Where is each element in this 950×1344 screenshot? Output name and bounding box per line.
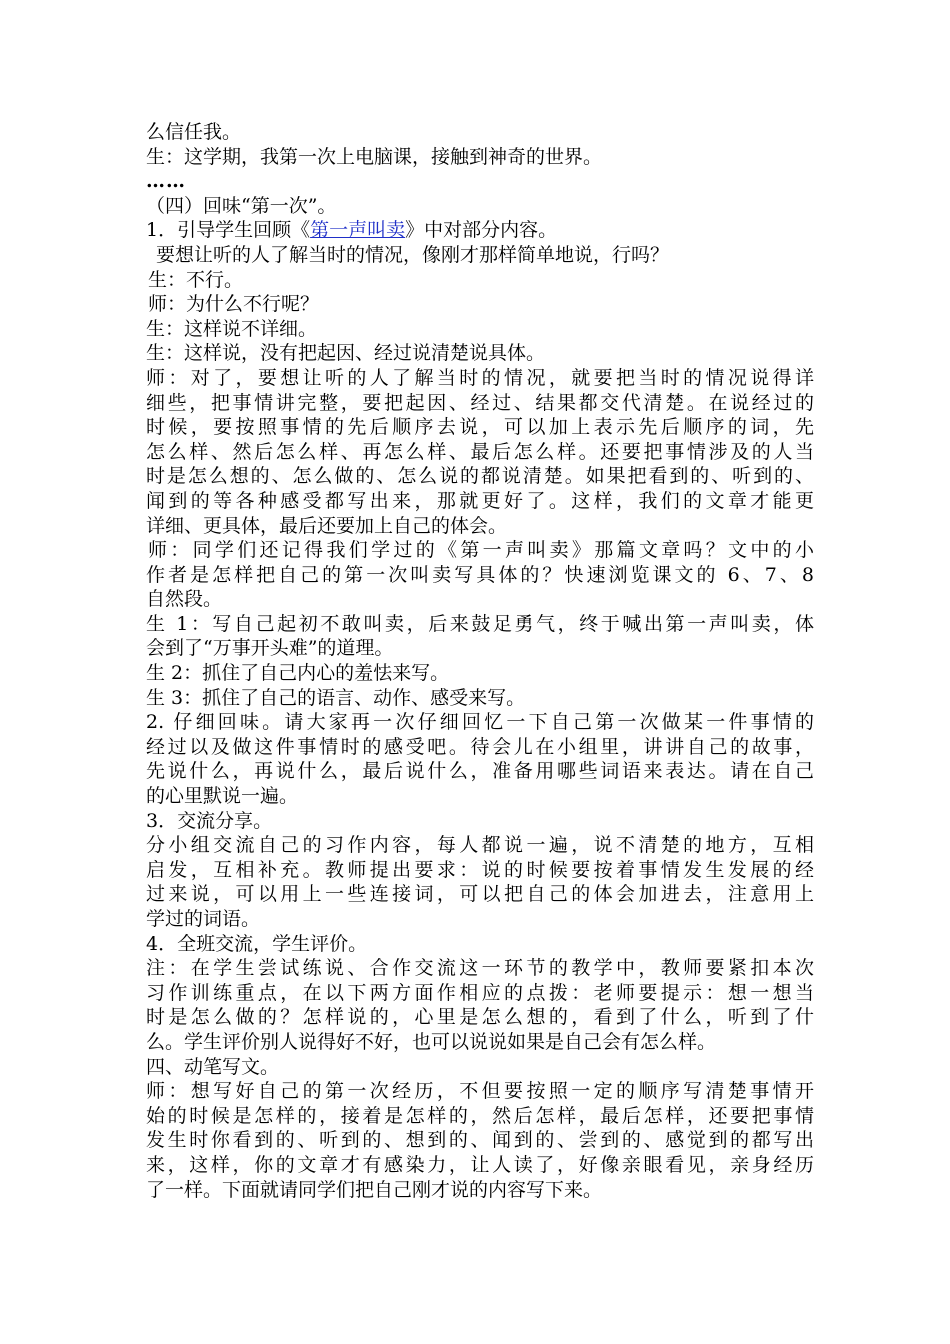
text-line: 了一样。下面就请同学们把自己刚才说的内容写下来。 [146,1178,603,1201]
lesson-link[interactable]: 第一声叫卖 [310,219,406,242]
text-line: 生：这样说不详细。 [146,317,318,340]
text-line: 怎么样、然后怎么样、再怎么样、最后怎么样。还要把事情涉及的人当 [146,440,814,463]
text-line: 详细、更具体，最后还要加上自己的体会。 [146,514,508,537]
text-line: 学过的词语。 [146,908,261,930]
text-line: 师：为什么不行呢？ [148,293,320,316]
section-heading: 3．交流分享。 [146,809,273,832]
text-line: 生 3：抓住了自己的语言、动作、感受来写。 [146,686,526,709]
text-line: 发生时你看到的、听到的、想到的、闻到的、尝到的、感觉到的都写出 [146,1129,814,1152]
text-line: 生：不行。 [148,268,244,291]
text-line: 分小组交流自己的习作内容，每人都说一遍，说不清楚的地方，互相 [146,834,814,857]
text-line-with-link [146,218,814,243]
text-line: 师：想写好自己的第一次经历，不但要按照一定的顺序写清楚事情开 [146,1080,814,1103]
text-line: 闻到的等各种感受都写出来，那就更好了。这样，我们的文章才能更 [146,489,814,512]
text-line: 启发，互相补充。教师提出要求：说的时候要按着事情发生发展的经 [146,858,814,881]
text-line: 生 2：抓住了自己内心的羞怯来写。 [146,662,450,685]
text-line: 习作训练重点，在以下两方面作相应的点拨：老师要提示：想一想当 [146,981,814,1004]
section-heading: 4．全班交流，学生评价。 [146,932,368,955]
text-segment: 》中对部分内容。 [405,219,558,242]
text-line: 时是怎么想的、怎么做的、怎么说的都说清楚。如果把看到的、听到的、 [146,465,814,488]
text-line: 时候，要按照事情的先后顺序去说，可以加上表示先后顺序的词，先 [146,416,814,439]
text-line: 时是怎么做的？怎样说的，心里是怎么想的，看到了什么，听到了什 [146,1006,814,1029]
text-line: 作者是怎样把自己的第一次叫卖写具体的？快速浏览课文的 6、7、8 [146,563,814,586]
text-line: 生：这学期，我第一次上电脑课，接触到神奇的世界。 [146,145,603,168]
text-line: 要想让听的人了解当时的情况，像刚才那样简单地说，行吗？ [156,243,670,266]
text-line: 2. 仔细回味。请大家再一次仔细回忆一下自己第一次做某一件事情的 [146,711,814,734]
document-body [146,120,814,1202]
text-line: 先说什么，再说什么，最后说什么，准备用哪些词语来表达。请在自己 [146,760,814,783]
text-line: 来，这样，你的文章才有感染力，让人读了，好像亲眼看见，亲身经历 [146,1153,814,1176]
text-line: 细些，把事情讲完整，要把起因、经过、结果都交代清楚。在说经过的 [146,391,814,414]
text-line: 么信任我。 [146,121,242,143]
text-line: 师：对了，要想让听的人了解当时的情况，就要把当时的情况说得详 [146,366,814,389]
section-heading: 四、动笔写文。 [146,1055,280,1078]
text-line: 始的时候是怎样的，接着是怎样的，然后怎样，最后怎样，还要把事情 [146,1104,814,1127]
text-segment: 1．引导学生回顾《 [146,219,311,242]
text-line: 生：这样说，没有把起因、经过说清楚说具体。 [146,342,546,365]
text-line: 会到了“万事开头难”的道理。 [146,637,394,660]
text-line: 注：在学生尝试练说、合作交流这一环节的教学中，教师要紧扣本次 [146,957,814,980]
text-line: 生 1：写自己起初不敢叫卖，后来鼓足勇气，终于喊出第一声叫卖，体 [146,612,814,635]
section-heading: （四）回味“第一次”。 [146,194,337,217]
ellipsis-line: …… [146,170,186,193]
text-line: 的心里默说一遍。 [146,785,299,808]
text-line: 么。学生评价别人说得好不好，也可以说说如果是自己会有怎么样。 [146,1030,717,1053]
text-line: 过来说，可以用上一些连接词，可以把自己的体会加进去，注意用上 [146,883,814,906]
text-line: 师：同学们还记得我们学过的《第一声叫卖》那篇文章吗？文中的小 [148,539,814,562]
text-line: 经过以及做这件事情时的感受吧。待会儿在小组里，讲讲自己的故事， [146,735,814,758]
text-line: 自然段。 [146,588,223,611]
